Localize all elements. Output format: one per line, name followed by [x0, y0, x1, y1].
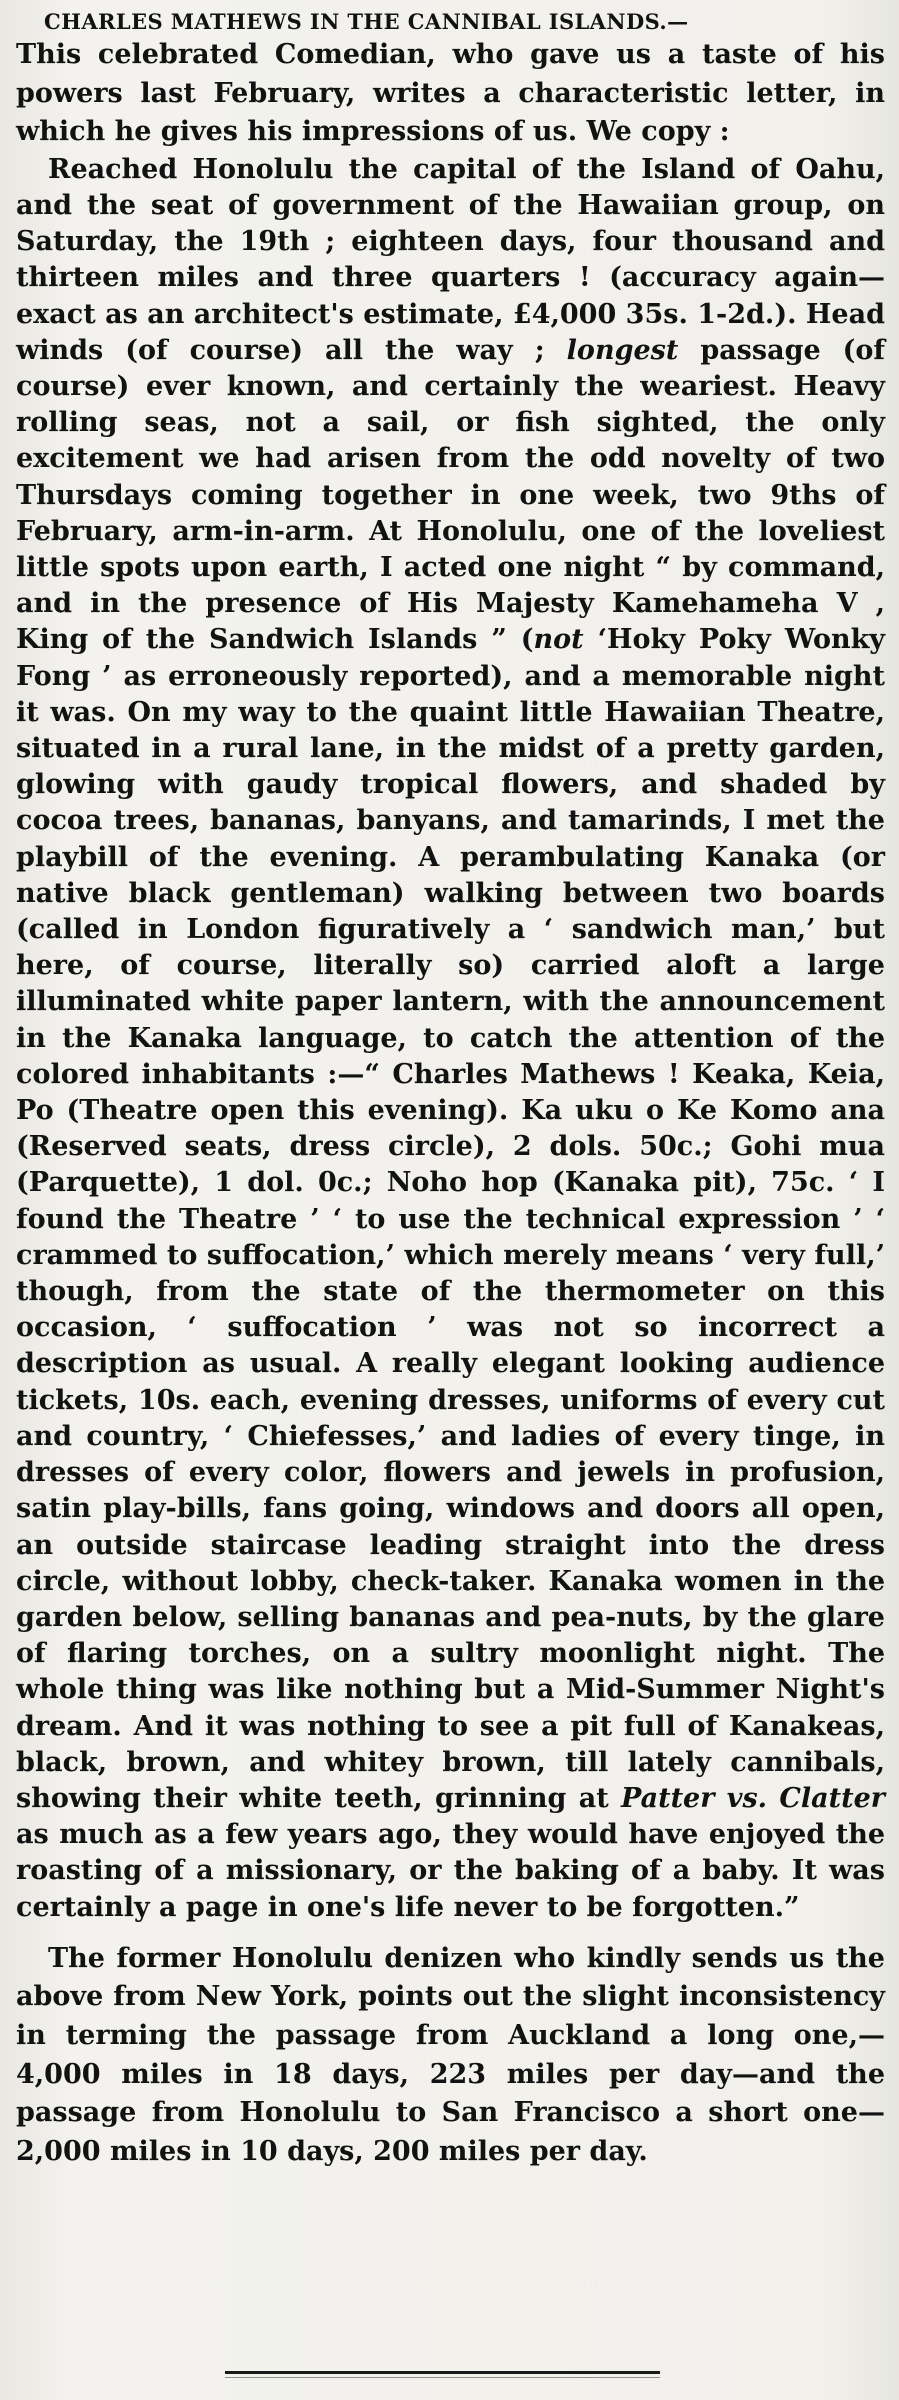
letter-text-part-1: Reached Honolulu the capital of the Island of Oahu, and the seat of government of the Hawaiian group, on Saturday, the 19th ; eighteen days, four thousand and thirteen miles and three quarters ! (accuracy again—exact as an architect's estimate, £4,000 35s. 1-2d.). Head winds (of course) all the way ;	[16, 153, 885, 366]
closing-rule	[0, 2371, 899, 2383]
editor-note: The former Honolulu denizen who kindly sends us the above from New York, points out the slight inconsistency in terming the passage from Auckland a long one,—4,000 miles in 18 days, 223 miles per day—and the passage from Honolulu to San Francisco a short one—2,000 miles in 10 days, 200 miles per day.	[16, 1942, 885, 2167]
closing-rule-thick	[225, 2371, 660, 2374]
letter-text-part-3: ‘Hoky Poky Wonky Fong ’ as erroneously reported), and a memorable night it was. On my way to the quaint little Hawaiian Theatre, situated in a rural lane, in the midst of a pretty garden, glowing with gaudy tropical flowers, and shaded by cocoa trees, bananas, banyans, and tamarinds, I met the playbill of the evening. A perambulating Kanaka (or native black gentleman) walking between two boards (called in London figuratively a ‘ sandwich man,’ but here, of course, literally so) carried aloft a large illuminated white paper lantern, with the announcement in the Kanaka language, to catch the attention of the colored inhabitants :—“ Charles Mathews ! Keaka, Keia, Po (Theatre open this evening). Ka uku o Ke Komo ana (Reserved seats, dress circle), 2 dols. 50c.; Gohi mua (Parquette), 1 dol. 0c.; Noho hop (Kanaka pit), 75c. ‘ I found the Theatre ’ ‘ to use the technical expression ’ ‘ crammed to suffocation,’ which merely means ‘ very full,’ though, from the state of the thermometer on this occasion, ‘ suffocation ’ was not so incorrect a description as usual. A really elegant looking audience tickets, 10s. each, evening dresses, uniforms of every cut and country, ‘ Chiefesses,’ and ladies of every tinge, in dresses of every color, flowers and jewels in profusion, satin play-bills, fans going, windows and doors all open, an outside staircase leading straight into the dress circle, without lobby, check-taker. Kanaka women in the garden below, selling bananas and pea-nuts, by the glare of flaring torches, on a sultry moonlight night. The whole thing was like nothing but a Mid-Summer Night's dream. And it was nothing to see a pit full of Kanakeas, black, brown, and whitey brown, till lately cannibals, showing their white teeth, grinning at	[16, 624, 885, 1814]
article-letter	[16, 152, 885, 1926]
letter-emphasis-not: not	[533, 624, 584, 656]
letter-text-part-2: passage (of course) ever known, and certainly the weariest. Heavy rolling seas, not a sail, or fish sighted, the only excitement we had arisen from the odd novelty of two Thursdays coming together in one week, two 9ths of February, arm-in-arm. At Honolulu, one of the loveliest little spots upon earth, I acted one night “ by command, and in the presence of His Majesty Kamehameha V , King of the Sandwich Islands ” (	[16, 334, 886, 656]
article-headline: CHARLES MATHEWS IN THE CANNIBAL ISLANDS.—	[44, 9, 689, 34]
letter-text-part-4: as much as a few years ago, they would have enjoyed the roasting of a missionary, or the baking of a baby. It was certainly a page in one's life never to be forgotten.”	[16, 1819, 885, 1923]
letter-emphasis-longest: longest	[566, 334, 679, 366]
closing-rule-thin	[225, 2377, 660, 2378]
article-intro: This celebrated Comedian, who gave us a taste of his powers last February, writes a characteristic letter, in which he gives his impressions of us. We copy :	[16, 39, 885, 148]
letter-emphasis-play-title: Patter vs. Clatter	[621, 1782, 885, 1814]
